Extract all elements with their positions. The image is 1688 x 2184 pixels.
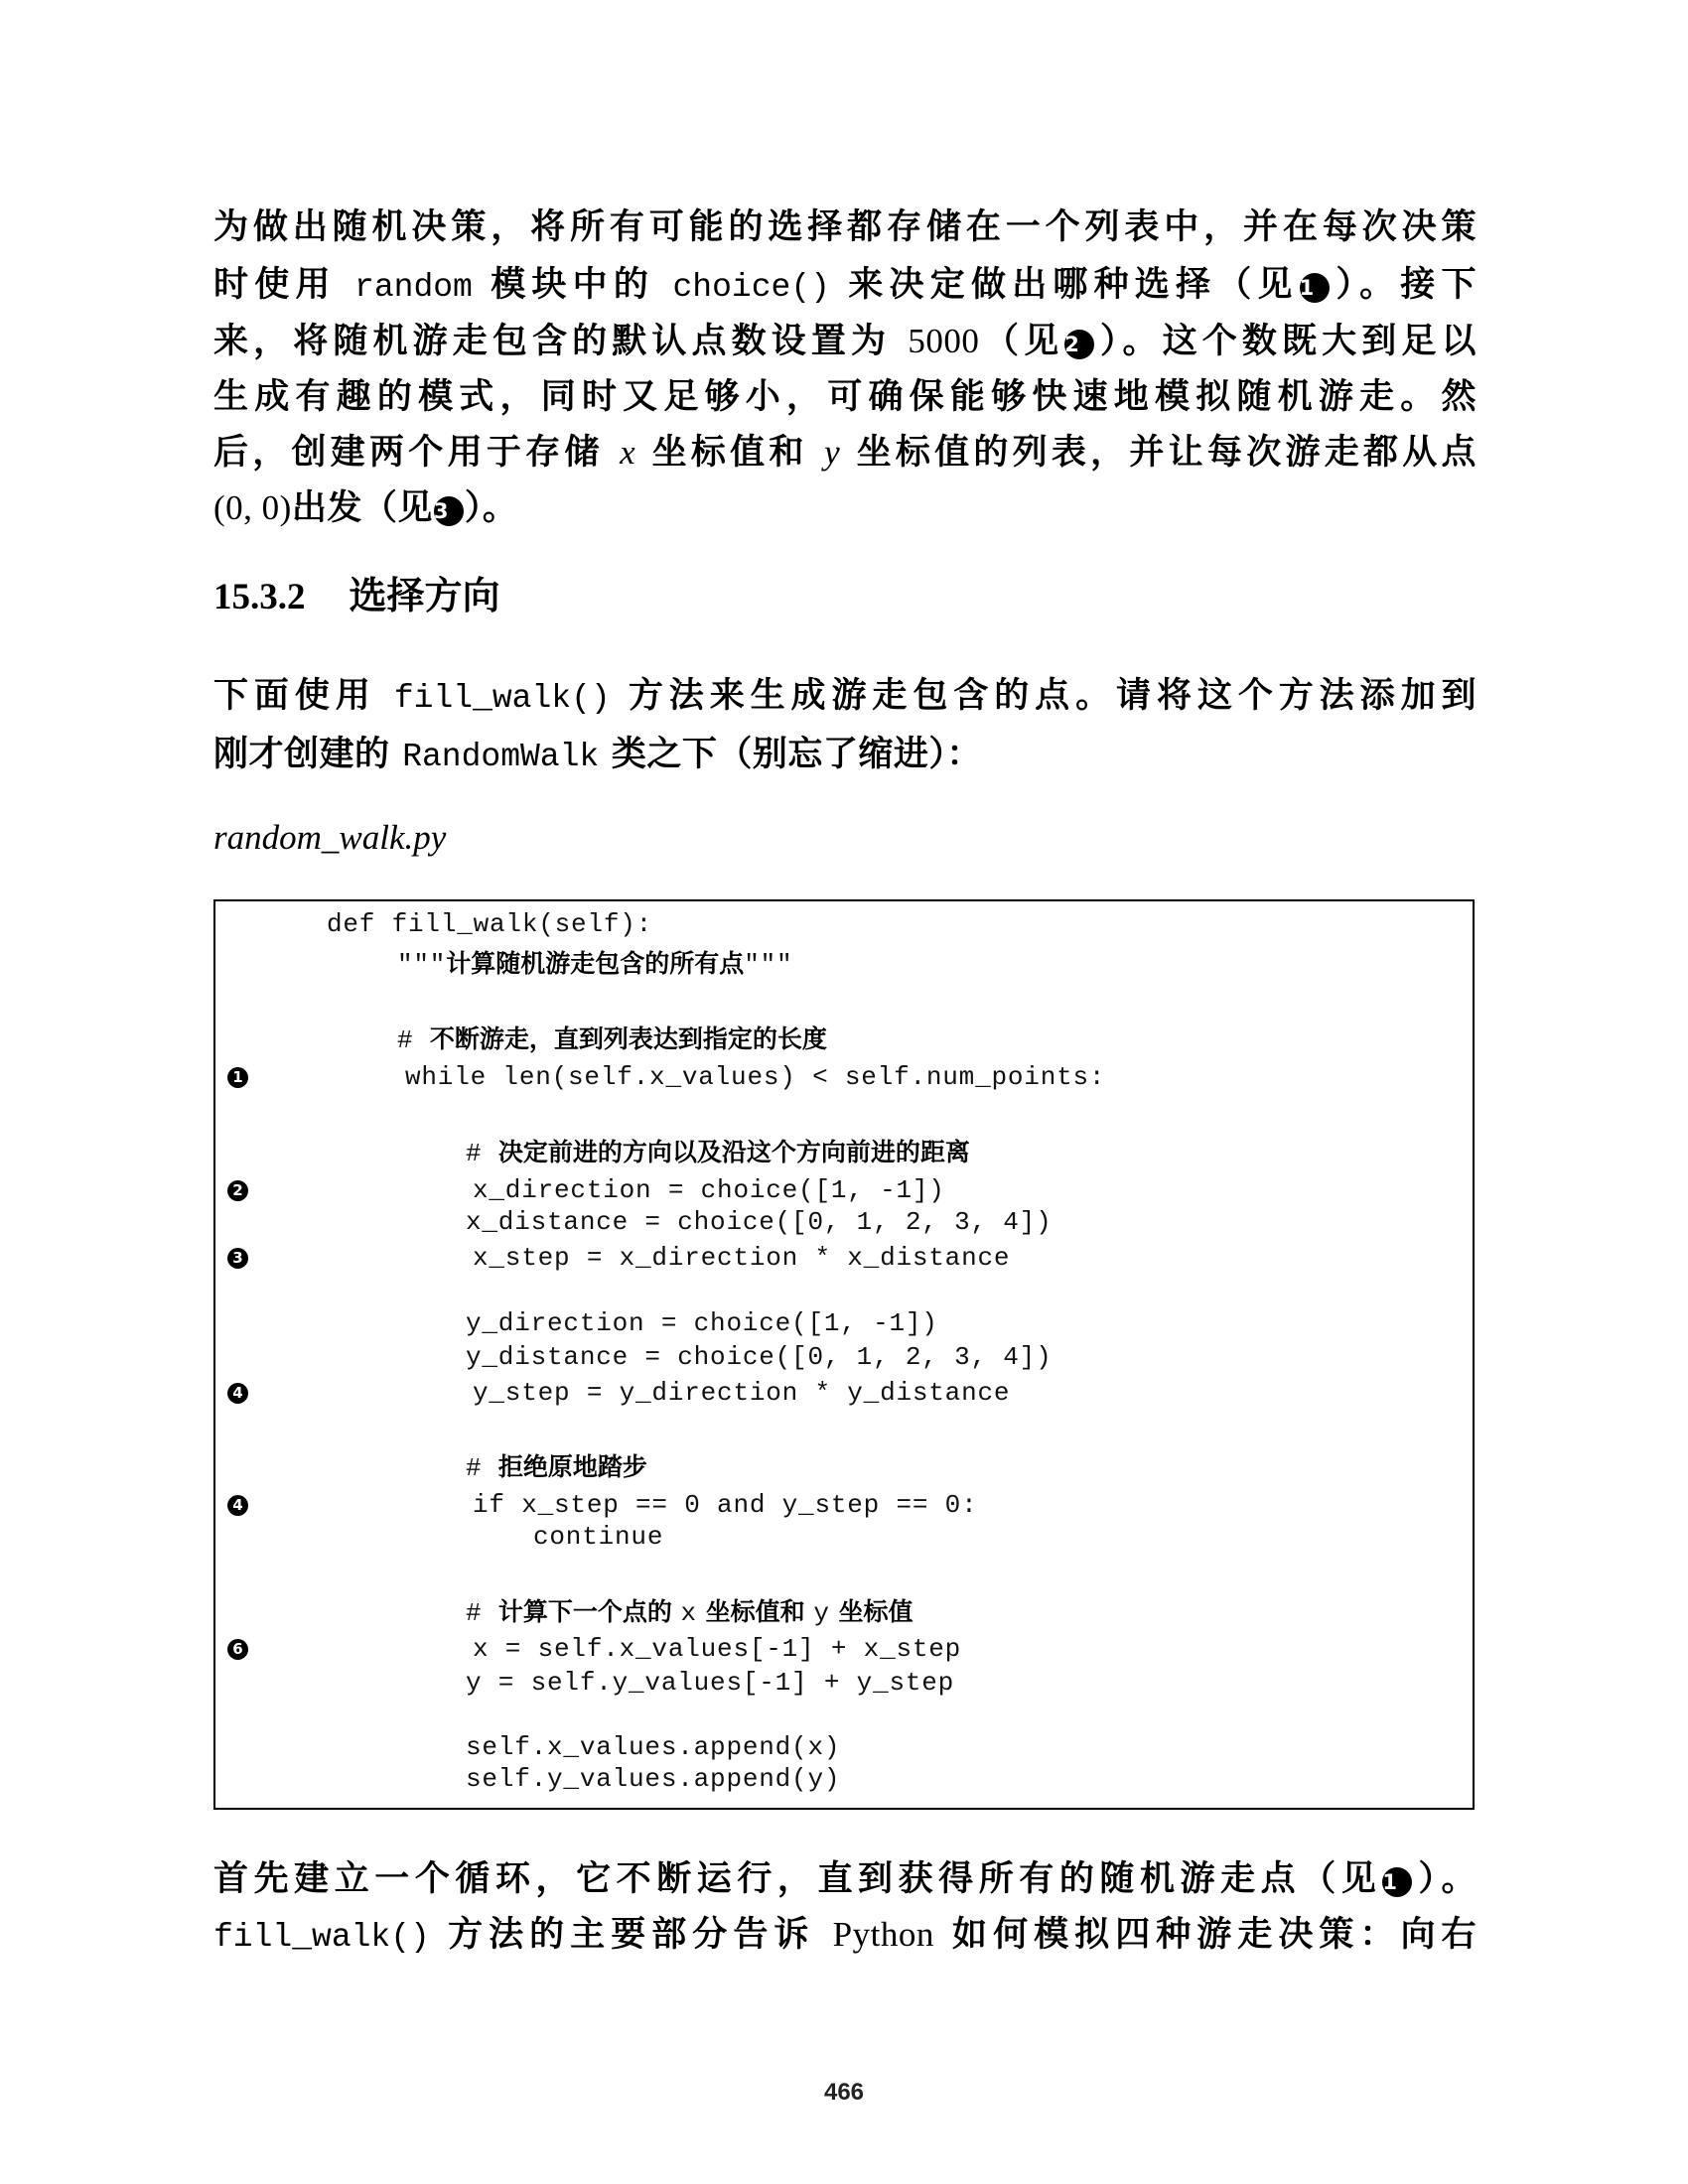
code-text: x_distance = choice([0, 1, 2, 3, 4]): [466, 1207, 1053, 1237]
text-run: ）。接下: [1330, 265, 1477, 305]
serif-run: Python: [832, 1915, 934, 1954]
text-run: ）。: [464, 488, 518, 528]
code-line: [466, 1341, 1053, 1373]
inline-code: choice(): [672, 269, 830, 306]
code-comment-text: 决定前进的方向以及沿这个方向前进的距离: [497, 1138, 970, 1166]
math-variable: y: [824, 433, 841, 472]
code-line: [327, 908, 652, 940]
section-number: 15.3.2: [213, 577, 306, 617]
callout-marker: 6: [227, 1639, 248, 1660]
paragraph-line: [213, 314, 1477, 369]
code-comment: [466, 1137, 970, 1168]
paragraph-line: [213, 200, 1477, 255]
code-text: #: [466, 1139, 498, 1168]
code-text: x: [680, 1598, 697, 1628]
paragraph-line: [213, 1851, 1477, 1907]
text-run: 坐标值和: [635, 433, 825, 473]
text-run: 方法来生成游走包含的点。请将这个方法添加到: [610, 676, 1477, 716]
inline-code: random: [354, 269, 473, 306]
paragraph-line: [213, 727, 1477, 782]
code-text: if x_step == 0 and y_step == 0:: [473, 1490, 978, 1520]
code-comment-text: 计算随机游走包含的所有点: [446, 949, 745, 978]
code-text: y_step = y_direction * y_distance: [473, 1378, 1011, 1408]
text-run: 刚才创建的: [213, 735, 403, 774]
section-heading: [213, 574, 500, 617]
code-comment-text: 坐标值和: [696, 1597, 814, 1626]
paragraph-line: [213, 668, 1477, 724]
text-run: 为做出随机决策，将所有可能的选择都存储在一个列表中，并在每次决策: [213, 207, 1477, 247]
code-text: def fill_walk(self):: [327, 909, 653, 939]
inline-code: fill_walk(): [213, 1919, 430, 1956]
callout-marker: 1: [1382, 1867, 1412, 1897]
code-comment-text: 不断游走，直到列表达到指定的长度: [429, 1024, 827, 1053]
code-text: y_direction = choice([1, -1]): [466, 1308, 938, 1338]
code-line: [466, 1307, 938, 1339]
code-line: [405, 1061, 1105, 1093]
inline-code: fill_walk(): [393, 680, 611, 717]
text-run: 坐标值的列表，并让每次游走都从点: [840, 433, 1477, 473]
code-line: [466, 1731, 840, 1763]
page-number: 466: [823, 2079, 865, 2106]
code-text: y = self.y_values[-1] + y_step: [466, 1668, 955, 1698]
serif-run: (0, 0): [213, 488, 292, 527]
text-run: 来，将随机游走包含的默认点数设置为: [213, 322, 909, 361]
code-text: """: [744, 950, 793, 980]
callout-marker: 4: [227, 1495, 248, 1516]
code-filename: random_walk.py: [213, 818, 447, 857]
paragraph-line: [213, 257, 1477, 313]
code-line: [466, 1763, 840, 1795]
text-run: 时使用: [213, 265, 355, 305]
code-line: [473, 1377, 1010, 1409]
code-text: #: [466, 1453, 498, 1483]
section-title: 选择方向: [349, 574, 500, 617]
callout-marker: 4: [227, 1383, 248, 1404]
code-line: [466, 1667, 954, 1699]
code-line: [397, 948, 792, 980]
text-run: 方法的主要部分告诉: [429, 1915, 833, 1955]
text-run: （见: [979, 322, 1064, 361]
text-run: 来决定做出哪种选择（见: [829, 265, 1299, 305]
math-variable: x: [620, 433, 636, 472]
text-run: 首先建立一个循环，它不断运行，直到获得所有的随机游走点（见: [213, 1859, 1382, 1899]
code-line: [473, 1242, 1010, 1274]
serif-run: 5000: [908, 322, 980, 360]
callout-marker: 1: [227, 1067, 248, 1088]
inline-code: RandomWalk: [402, 739, 600, 775]
code-text: x = self.x_values[-1] + x_step: [473, 1634, 962, 1664]
paragraph-line: [213, 480, 1477, 536]
paragraph-line: [213, 1907, 1477, 1963]
code-comment-text: 计算下一个点的: [497, 1597, 681, 1626]
code-text: x_step = x_direction * x_distance: [473, 1243, 1011, 1273]
text-run: ）。: [1413, 1859, 1477, 1899]
text-run: 出发（见: [291, 488, 433, 528]
callout-marker: 2: [1064, 330, 1094, 359]
code-text: """: [397, 950, 447, 980]
code-line: [473, 1633, 961, 1665]
code-comment: [397, 1024, 827, 1055]
text-run: 如何模拟四种游走决策：向右: [933, 1915, 1477, 1955]
code-text: #: [397, 1025, 430, 1055]
paragraph-line: [213, 369, 1477, 425]
callout-marker: 2: [227, 1180, 248, 1201]
text-run: 类之下（别忘了缩进）：: [599, 735, 982, 774]
code-text: while len(self.x_values) < self.num_points:: [405, 1062, 1106, 1092]
callout-marker: 3: [227, 1248, 248, 1269]
text-run: 生成有趣的模式，同时又足够小，可确保能够快速地模拟随机游走。然: [213, 377, 1477, 417]
code-text: x_direction = choice([1, -1]): [473, 1175, 945, 1205]
code-line: [473, 1174, 945, 1206]
code-comment: [466, 1451, 647, 1483]
code-text: self.y_values.append(y): [466, 1764, 841, 1794]
code-text: self.x_values.append(x): [466, 1732, 841, 1762]
callout-marker: 1: [1300, 273, 1330, 303]
code-line: [466, 1206, 1053, 1238]
code-line: [473, 1489, 977, 1521]
text-run: ）。这个数既大到足以: [1095, 322, 1477, 361]
code-listing: [213, 899, 1475, 1810]
code-comment-text: 拒绝原地踏步: [497, 1452, 647, 1481]
code-text: continue: [533, 1522, 664, 1552]
text-run: 下面使用: [213, 676, 394, 716]
code-text: #: [466, 1598, 498, 1628]
callout-marker: 3: [434, 496, 464, 526]
text-run: 模块中的: [472, 265, 673, 305]
code-line: [533, 1521, 663, 1553]
text-run: 后，创建两个用于存储: [213, 433, 621, 473]
code-text: y: [813, 1598, 830, 1628]
code-text: y_distance = choice([0, 1, 2, 3, 4]): [466, 1342, 1053, 1372]
code-comment: [466, 1596, 913, 1628]
code-comment-text: 坐标值: [829, 1597, 914, 1626]
paragraph-line: [213, 425, 1477, 480]
